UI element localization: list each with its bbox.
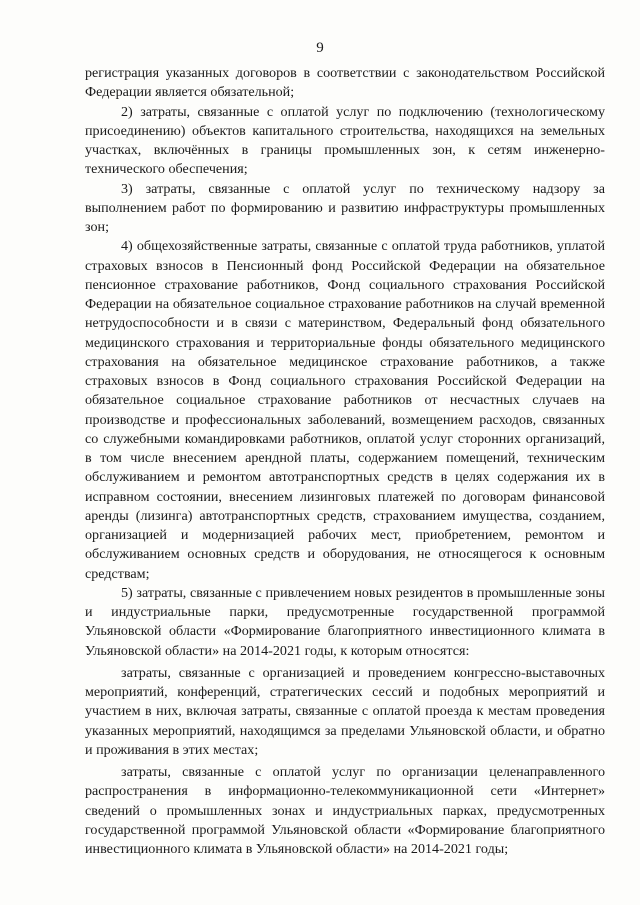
paragraph-item-3: 3) затраты, связанные с оплатой услуг по техническому надзору за выполнением работ по формированию и развитию инфраструктуры промышленных зон; <box>85 180 605 235</box>
page-number: 9 <box>316 40 324 56</box>
paragraph-item-5: 5) затраты, связанные с привлечением новых резидентов в промышленные зоны и индустриальные парки, предусмотренные государственной программой Ульяновской области «Формирование благоприятного инвестиционного климата в Ульяновской области» на 2014-2021 годы, к которым относятся: <box>85 584 605 659</box>
paragraph-item-4: 4) общехозяйственные затраты, связанные с оплатой труда работников, уплатой страховых взносов в Пенсионный фонд Российской Федерации на обязательное пенсионное страхование работников, Фонд социального страхования Российской Федерации на обязательное социальное страхование работников на случай временной нетрудоспособности и в связи с материнством, Федеральный фонд обязательного медицинского страхования и территориальные фонды обязательного медицинского страхования на обязательное медицинское страхование работников, а также страховых взносов в Фонд социального страхования Российской Федерации на обязательное социальное страхование работников от несчастных случаев на производстве и профессиональных заболеваний, возмещением расходов, связанных со служебными командировками работников, оплатой услуг сторонних организаций, в том числе внесением арендной платы, содержанием помещений, техническим обслуживанием и ремонтом автотранспортных средств в целях содержания их в исправном состоянии, внесением лизинговых платежей по договорам финансовой аренды (лизинга) автотранспортных средств, страхованием имущества, созданием, организацией и модернизацией рабочих мест, приобретением, ремонтом и обслуживанием основных средств и оборудования, не относящегося к основным средствам; <box>85 238 605 582</box>
body-text <box>85 64 605 859</box>
paragraph-sub-congress: затраты, связанные с организацией и проведением конгрессно-выставочных мероприятий, конференций, стратегических сессий и подобных мероприятий и участием в них, включая затраты, связанные с оплатой проезда к местам проведения указанных мероприятий, находящимся за пределами Ульяновской области, и обратно и проживания в этих местах; <box>85 664 605 758</box>
paragraph-sub-internet: затраты, связанные с оплатой услуг по организации целенаправленного распространения в информационно-телекоммуникационной сети «Интернет» сведений о промышленных зонах и индустриальных парках, предусмотренных государственной программой Ульяновской области «Формирование благоприятного инвестиционного климата в Ульяновской области» на 2014-2021 годы; <box>85 764 605 857</box>
paragraph-item-2: 2) затраты, связанные с оплатой услуг по подключению (технологическому присоединению) объектов капитального строительства, находящихся на земельных участках, включённых в границы промышленных зон, к сетям инженерно-технического обеспечения; <box>85 103 605 178</box>
paragraph-continuation: регистрация указанных договоров в соответствии с законодательством Российской Федерации является обязательной; <box>85 65 605 101</box>
